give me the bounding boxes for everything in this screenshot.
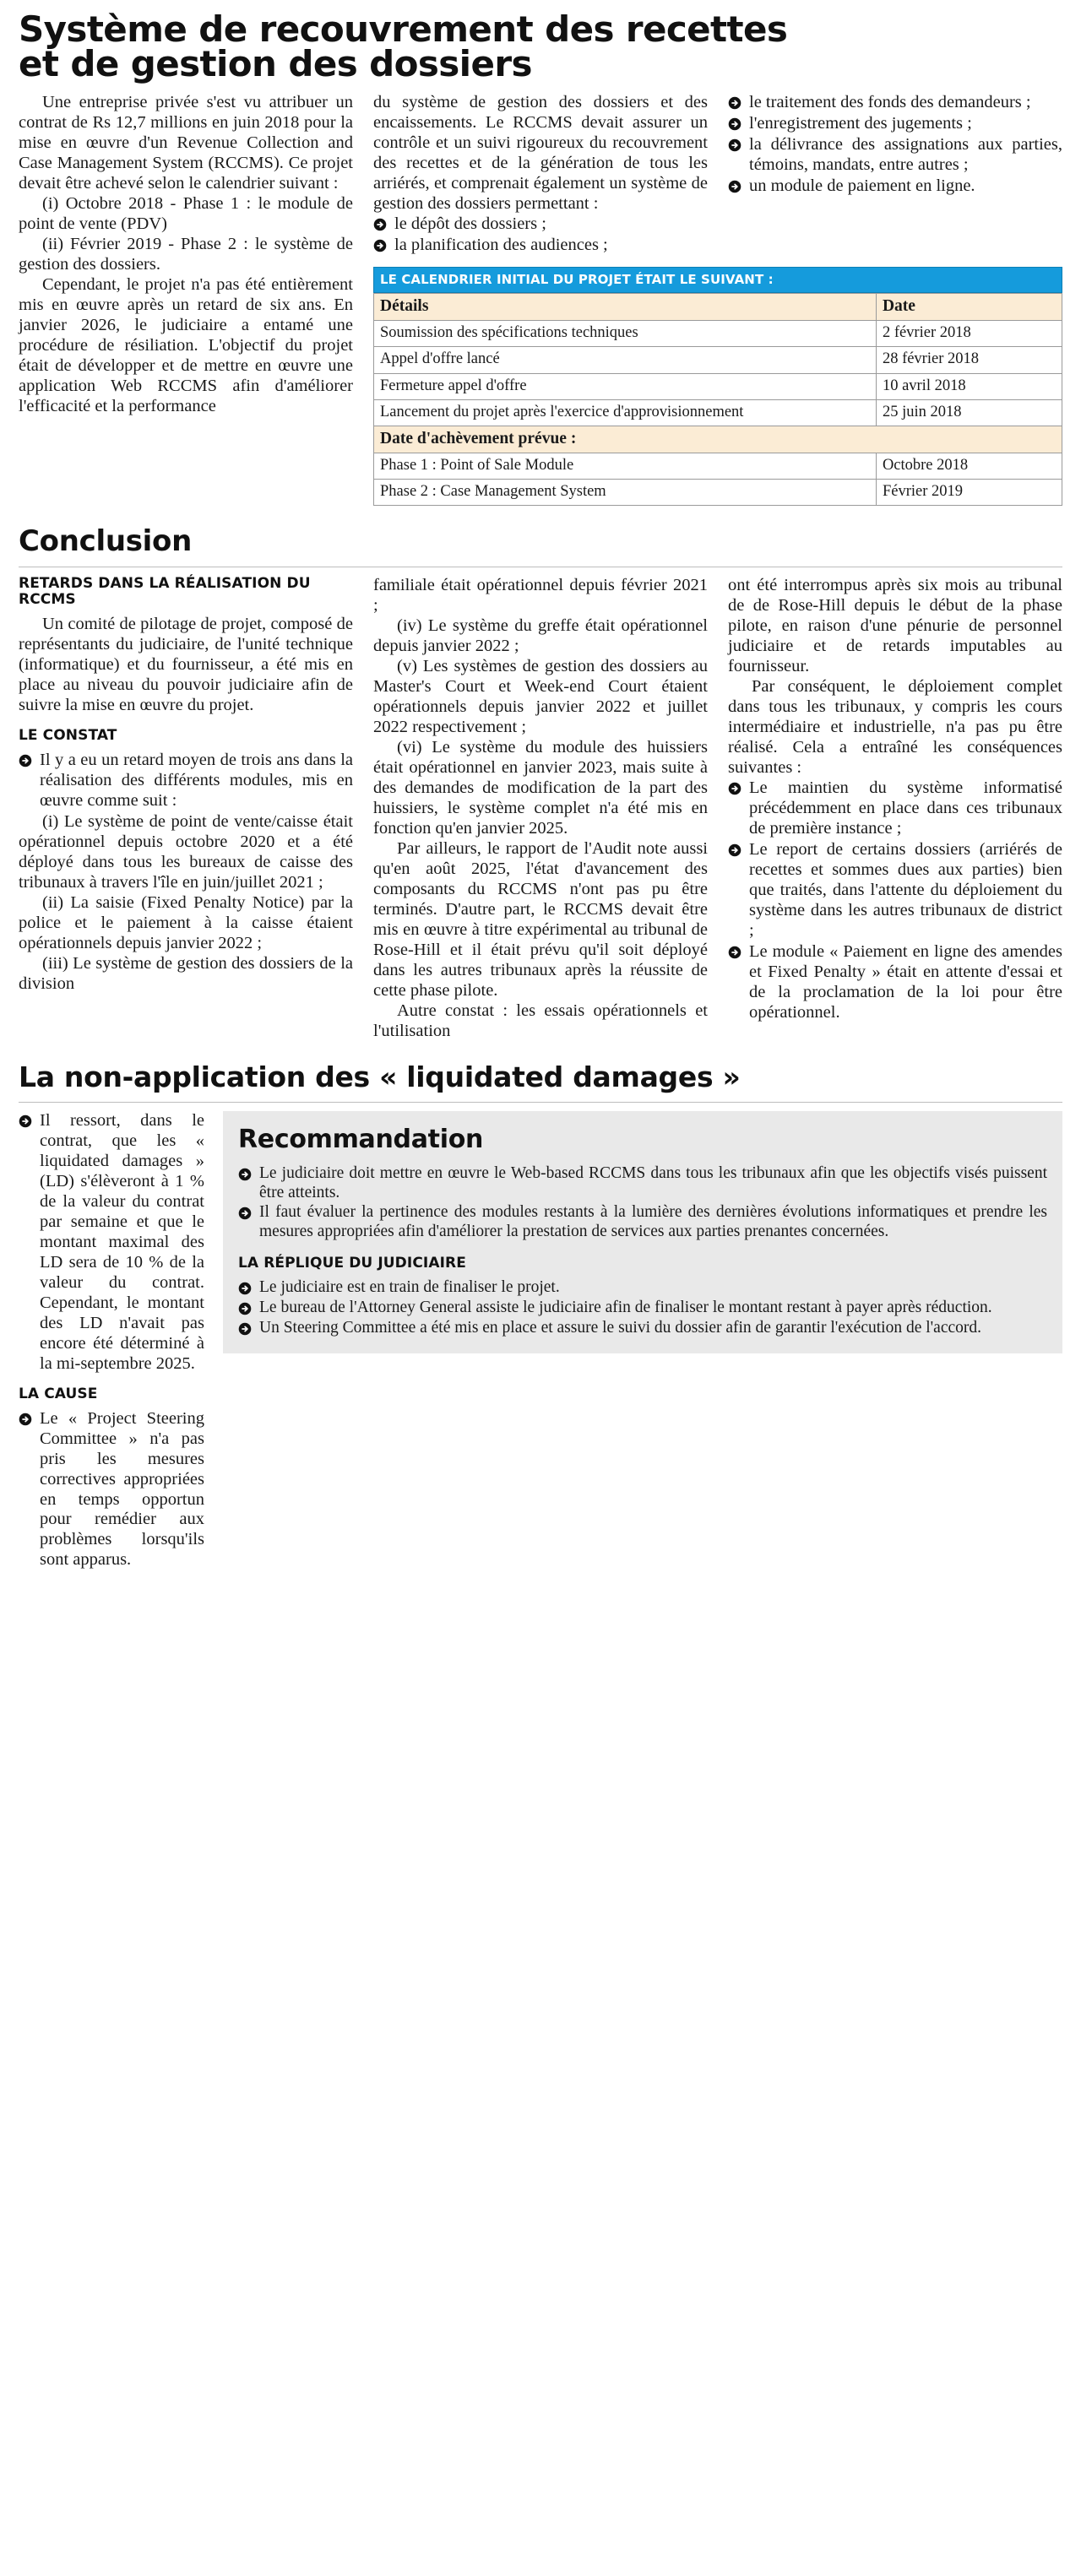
subheading-le-constat: LE CONSTAT [19,727,117,745]
arrow-circle-right-icon [373,218,387,231]
intro-bullet-list-col2 [373,214,708,256]
delay-paragraph: Cependant, le projet n'a pas été entièrement mis en œuvre après un retard de six ans. En janvier 2026, le judiciaire a entamé une procédure de résiliation. L'objectif du projet était de développer et de mettre en œuvre une application Web RCCMS afin d'améliorer l'efficacité et la performance [19,275,353,416]
section-title-liquidated-damages: La non-application des « liquidated damages » [19,1060,741,1093]
subheading-replique-judiciaire: LA RÉPLIQUE DU JUDICIAIRE [238,1254,466,1272]
cell-date: 10 avril 2018 [876,373,1062,399]
cell-subheader: Date d'achèvement prévue : [374,426,1062,453]
list-item-label: Le « Project Steering Committee » n'a pas pris les mesures correctives appropriées en temps opportun pour remédier aux problèmes lorsqu'ils sont apparus. [40,1408,204,1570]
liquidated-bullet-list [19,1111,204,1375]
list-item-label: un module de paiement en ligne. [749,176,975,196]
list-item-label: Il y a eu un retard moyen de trois ans dans la réalisation des différents modules, mis en œuvre comme suit : [40,751,353,811]
list-item [373,236,708,256]
intro-columns [19,93,1062,506]
cell-detail: Appel d'offre lancé [374,347,877,373]
recommandation-title: Recommandation [238,1124,484,1154]
replique-bullet-list [238,1278,1047,1337]
headline-line-2: et de gestion des dossiers [19,43,532,85]
list-item [373,214,708,235]
intro-column-3 [728,93,1062,506]
arrow-circle-right-icon [728,946,741,959]
list-item [728,942,1062,1023]
subheading-retards: RETARDS DANS LA RÉALISATION DU RCCMS [19,575,311,609]
intro-paragraph: Une entreprise privée s'est vu attribuer un contrat de Rs 12,7 millions en juin 2018 pour la mise en œuvre d'un Revenue Collection and Case Management System (RCCMS). Ce projet devait être achevé selon le calendrier suivant : [19,93,353,193]
arrow-circle-right-icon [728,180,741,193]
arrow-circle-right-icon [728,782,741,795]
conclusion-column-1 [19,576,353,1042]
arrow-circle-right-icon [238,1207,252,1220]
list-item [728,135,1062,176]
recommandation-bullet-list [238,1164,1047,1242]
arrow-circle-right-icon [19,1413,32,1426]
list-item-label: le dépôt des dossiers ; [394,214,546,234]
headline-line-1: Système de recouvrement des recettes [19,8,788,50]
cell-date: Février 2019 [876,480,1062,506]
constat-item-iv: (iv) Le système du greffe était opérationnel depuis janvier 2022 ; [373,616,708,656]
consequences-intro: Par conséquent, le déploiement complet dans tous les tribunaux, y compris les cours intermédiaire et industrielle, n'a pas pu être réalisé. Cela a entraîné les conséquences suivantes : [728,677,1062,777]
intro-continuation: du système de gestion des dossiers et des encaissements. Le RCCMS devait assurer un contrôle et un suivi rigoureux du recouvrement des recettes et de la génération de tous les arriérés, et comprenait également un système de gestion des dossiers permettant : [373,93,708,214]
conclusion-columns [19,576,1062,1042]
arrow-circle-right-icon [19,754,32,767]
subheading-la-cause: LA CAUSE [19,1385,98,1402]
cause-bullet-list [19,1409,204,1571]
arrow-circle-right-icon [19,1114,32,1128]
list-item [728,93,1062,113]
bottom-columns [19,1111,1062,1572]
conclusion-paragraph: Un comité de pilotage de projet, composé de représentants du judiciaire, de l'unité technique (informatique) et du fournisseur, a été mis en place au niveau du pouvoir judiciaire afin de suivre la mise en œuvre du projet. [19,615,353,715]
constat-item-i: (i) Le système de point de vente/caisse était opérationnel depuis octobre 2020 et a été déployé dans tous les bureaux de caisse des tribunaux à travers l'île en juin/juillet 2021 ; [19,812,353,892]
list-item-label: Le report de certains dossiers (arriérés de recettes et sommes dues aux parties) bien que traités, dans l'attente du déploiement du système dans les autres tribunaux de district ; [749,839,1062,940]
arrow-circle-right-icon [238,1322,252,1336]
list-item [238,1278,1047,1298]
list-item [728,778,1062,839]
list-item [728,176,1062,197]
column-header-details: Détails [374,294,877,321]
list-item [238,1164,1047,1203]
list-item-label: Le bureau de l'Attorney General assiste le judiciaire afin de finaliser le montant restant à payer après réduction. [259,1298,992,1316]
constat-item-vi: (vi) Le système du module des huissiers était opérationnel en janvier 2023, mais suite à des demandes de modification de la part des huissiers, le système complet n'a été mis en fonction qu'en janvier 2025. [373,737,708,838]
cell-detail: Phase 2 : Case Management System [374,480,877,506]
recommandation-box [223,1111,1062,1354]
list-item-label: Le maintien du système informatisé précédemment en place dans ces tribunaux de première instance ; [749,778,1062,838]
list-item-label: Le module « Paiement en ligne des amendes et Fixed Penalty » était en attente d'essai et de la proclamation de la loi pour être opérationnel. [749,941,1062,1022]
arrow-circle-right-icon [238,1168,252,1181]
phase-1-paragraph: (i) Octobre 2018 - Phase 1 : le module de point de vente (PDV) [19,194,353,234]
list-item-label: Il faut évaluer la pertinence des modules restants à la lumière des dernières évolutions informatiques et prendre les mesures appropriées afin d'améliorer la prestation de services aux parties prenantes concernées. [259,1203,1047,1241]
spacer [373,257,708,265]
intro-column-1 [19,93,353,506]
conclusion-column-3 [728,576,1062,1042]
arrow-circle-right-icon [238,1302,252,1315]
list-item-label: la délivrance des assignations aux parties, témoins, mandats, entre autres ; [749,135,1062,175]
section-title-conclusion: Conclusion [19,524,192,559]
arrow-circle-right-icon [728,96,741,110]
arrow-circle-right-icon [728,138,741,152]
list-item [238,1299,1047,1318]
autre-constat-paragraph: Autre constat : les essais opérationnels et l'utilisation [373,1001,708,1040]
list-item [238,1203,1047,1242]
cell-detail: Lancement du projet après l'exercice d'approvisionnement [374,399,877,426]
table-caption: LE CALENDRIER INITIAL DU PROJET ÉTAIT LE SUIVANT : [373,267,1062,293]
phase-2-paragraph: (ii) Février 2019 - Phase 2 : le système de gestion des dossiers. [19,235,353,274]
list-item [238,1319,1047,1338]
list-item-label: Il ressort, dans le contrat, que les « liquidated damages » (LD) s'élèveront à 1 % de la valeur du contrat par semaine et que le montant maximal des LD sera de 10 % de la valeur du contrat. Cependant, le montant des LD n'avait pas encore été déterminé à la mi-septembre 2025. [40,1110,204,1373]
consequences-bullet-list [728,778,1062,1023]
constat-item-v: (v) Les systèmes de gestion des dossiers au Master's Court et Week-end Court étaient opérationnels depuis janvier 2022 et juillet 2022 respectivement ; [373,657,708,736]
cell-date: Octobre 2018 [876,453,1062,479]
conclusion-column-2 [373,576,708,1042]
list-item-label: Le judiciaire doit mettre en œuvre le Web-based RCCMS dans tous les tribunaux afin que les objectifs visés puissent être atteints. [259,1163,1047,1201]
cell-date: 2 février 2018 [876,321,1062,347]
list-item [19,1111,204,1375]
list-item-label: la planification des audiences ; [394,236,608,255]
column-header-date: Date [876,294,1062,321]
arrow-circle-right-icon [373,239,387,252]
arrow-circle-right-icon [238,1282,252,1295]
autre-constat-continuation: ont été interrompus après six mois au tribunal de de Rose-Hill depuis le début de la phase pilote, en raison d'une pénurie de personnel judiciaire et de retards imputables au fournisseur. [728,576,1062,676]
audit-report-paragraph: Par ailleurs, le rapport de l'Audit note aussi qu'en août 2025, l'état d'avancement des composants du RCCMS n'ont pas pu être terminés. D'autre part, le RCCMS devait être mis en œuvre à titre expérimental au tribunal de Rose-Hill et il était prévu qu'il soit déployé dans les autres tribunaux après la réussite de cette phase pilote. [373,838,708,1000]
divider [19,1102,1062,1103]
constat-item-ii: (ii) La saisie (Fixed Penalty Notice) par la police et le paiement à la caisse étaient opérationnels depuis janvier 2022 ; [19,893,353,952]
list-item-label: le traitement des fonds des demandeurs ; [749,93,1031,112]
cell-detail: Fermeture appel d'offre [374,373,877,399]
list-item [19,751,353,811]
list-item [728,114,1062,134]
list-item-label: l'enregistrement des jugements ; [749,114,972,133]
cell-detail: Phase 1 : Point of Sale Module [374,453,877,479]
arrow-circle-right-icon [728,117,741,131]
constat-item-iii: (iii) Le système de gestion des dossiers de la division [19,953,353,993]
cell-date: 28 février 2018 [876,347,1062,373]
arrow-circle-right-icon [728,843,741,857]
liquidated-column [19,1111,204,1572]
page-title [19,8,1062,85]
cell-date: 25 juin 2018 [876,399,1062,426]
constat-item-iii-cont: familiale était opérationnel depuis février 2021 ; [373,576,708,616]
intro-bullet-list-col3 [728,93,1062,197]
constat-bullet-list [19,751,353,811]
list-item [728,840,1062,941]
list-item-label: Le judiciaire est en train de finaliser le projet. [259,1278,560,1297]
cell-detail: Soumission des spécifications techniques [374,321,877,347]
list-item-label: Un Steering Committee a été mis en place et assure le suivi du dossier afin de garantir l'exécution de l'accord. [259,1318,981,1337]
list-item [19,1409,204,1571]
